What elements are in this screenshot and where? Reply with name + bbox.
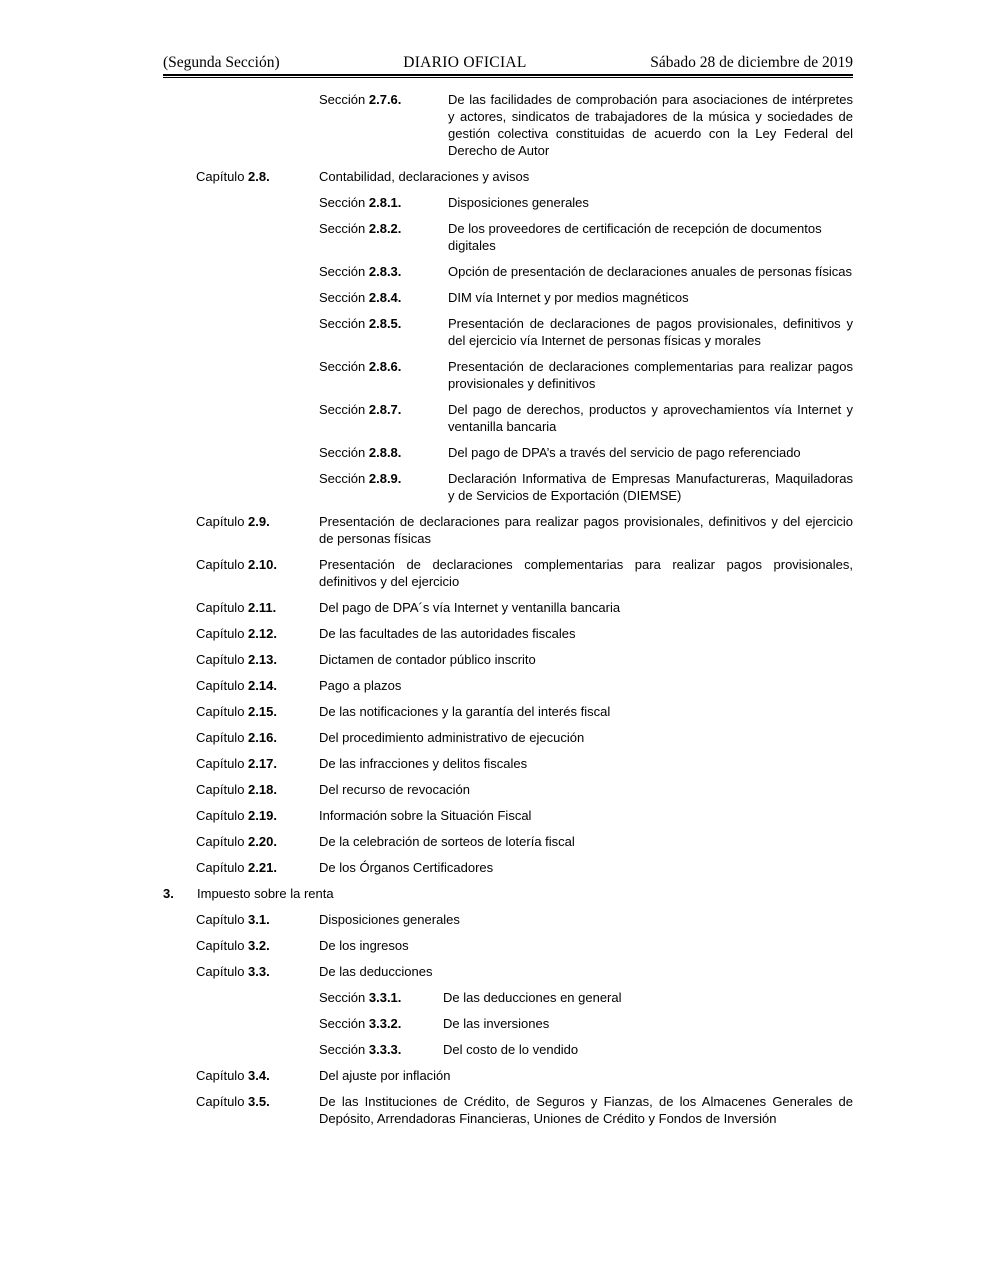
index-row-label-number: 2.8.1. [368, 195, 402, 210]
index-row [163, 1067, 853, 1084]
index-row-text: Presentación de declaraciones complementarias para realizar pagos provisionales, definitivos y del ejercicio [319, 557, 853, 589]
index-row-label-prefix: Capítulo [196, 652, 249, 667]
index-row-label-prefix: Capítulo [196, 730, 249, 745]
index-row-label [163, 885, 197, 902]
index-row-text: De las deducciones [319, 964, 433, 979]
index-row-label-number: 3. [163, 886, 174, 901]
index-row-label [196, 625, 319, 642]
index-row-label-number: 2.8.8. [368, 445, 402, 460]
index-row-label-prefix: Capítulo [196, 834, 249, 849]
index-row-label [319, 401, 448, 418]
index-row [163, 703, 853, 720]
index-row-label [319, 1015, 443, 1032]
index-row-label-number: 2.8.5. [368, 316, 402, 331]
index-row-label-prefix: Capítulo [196, 912, 249, 927]
index-row-text: De las deducciones en general [443, 990, 622, 1005]
index-row-label-number: 2.12. [248, 626, 277, 641]
index-row [163, 885, 853, 902]
index-row [163, 1015, 853, 1032]
index-row-text: Presentación de declaraciones de pagos provisionales, definitivos y del ejercicio vía Internet de personas físicas y morales [448, 316, 853, 348]
index-row-label-prefix: Sección [319, 359, 369, 374]
index-row-text: Disposiciones generales [319, 912, 460, 927]
index-row-label-number: 2.18. [248, 782, 277, 797]
index-row [163, 625, 853, 642]
index-row-label [196, 168, 319, 185]
index-row-label-prefix: Sección [319, 264, 369, 279]
header-section-label: (Segunda Sección) [163, 54, 280, 71]
index-row-text: Del procedimiento administrativo de ejecución [319, 730, 585, 745]
index-row-label [196, 556, 319, 573]
index-row-text: Opción de presentación de declaraciones anuales de personas físicas [448, 264, 852, 279]
index-row-text: Contabilidad, declaraciones y avisos [319, 169, 530, 184]
index-row [163, 937, 853, 954]
index-row [163, 963, 853, 980]
index-row-text: Del pago de derechos, productos y aprovechamientos vía Internet y ventanilla bancaria [448, 402, 853, 434]
index-row-label-prefix: Capítulo [196, 860, 249, 875]
index-row-label-number: 3.3.3. [368, 1042, 402, 1057]
index-row-text: Del pago de DPA´s vía Internet y ventanilla bancaria [319, 600, 621, 615]
index-row-label [196, 963, 319, 980]
index-row-label [319, 1041, 443, 1058]
index-row-label-number: 2.7.6. [368, 92, 402, 107]
index-row-label [196, 651, 319, 668]
index-row-label-prefix: Sección [319, 402, 369, 417]
index-row [163, 444, 853, 461]
index-row-text: Impuesto sobre la renta [197, 886, 334, 901]
index-row-text: Del ajuste por inflación [319, 1068, 451, 1083]
index-row [163, 833, 853, 850]
index-row [163, 513, 853, 547]
index-row-label [319, 989, 443, 1006]
index-row-label-prefix: Capítulo [196, 704, 249, 719]
index-row [163, 989, 853, 1006]
index-row-label-prefix: Capítulo [196, 756, 249, 771]
index-row [163, 599, 853, 616]
index-row-label-prefix: Capítulo [196, 938, 249, 953]
index-row-label-number: 2.17. [248, 756, 277, 771]
index-row-label-prefix: Capítulo [196, 557, 249, 572]
index-row-label-number: 2.8.4. [368, 290, 402, 305]
index-row-label [196, 937, 319, 954]
index-row-label [319, 220, 448, 237]
index-row-label [196, 1067, 319, 1084]
index-row-text: De los ingresos [319, 938, 409, 953]
index-row [163, 263, 853, 280]
index-row-label-number: 2.8. [248, 169, 270, 184]
index-row-label-prefix: Capítulo [196, 808, 249, 823]
header-publication-title: DIARIO OFICIAL [403, 54, 527, 71]
index-row [163, 289, 853, 306]
index-row-label [319, 194, 448, 211]
index-row-text: Declaración Informativa de Empresas Manufactureras, Maquiladoras y de Servicios de Exportación (DIEMSE) [448, 471, 853, 503]
index-row-label-number: 2.8.2. [368, 221, 402, 236]
index-row-label-prefix: Sección [319, 92, 369, 107]
index-row-text: Información sobre la Situación Fiscal [319, 808, 532, 823]
index-row-text: Disposiciones generales [448, 195, 589, 210]
index-row-label [319, 470, 448, 487]
index-row-label-prefix: Capítulo [196, 964, 249, 979]
index-row-label-number: 2.20. [248, 834, 277, 849]
index-row [163, 729, 853, 746]
index-row-text: De la celebración de sorteos de lotería fiscal [319, 834, 575, 849]
index-row-label [196, 911, 319, 928]
index-row-text: De las infracciones y delitos fiscales [319, 756, 528, 771]
index-row-text: DIM vía Internet y por medios magnéticos [448, 290, 689, 305]
index-row-text: Dictamen de contador público inscrito [319, 652, 536, 667]
index-row-label-prefix: Sección [319, 195, 369, 210]
index-row [163, 859, 853, 876]
index-row-label-prefix: Sección [319, 990, 369, 1005]
index-row-label [319, 444, 448, 461]
index-row [163, 91, 853, 159]
index-row [163, 556, 853, 590]
index-row-label-prefix: Capítulo [196, 782, 249, 797]
index-row-label-prefix: Capítulo [196, 1068, 249, 1083]
index-row [163, 358, 853, 392]
index-row-label-number: 2.21. [248, 860, 277, 875]
header-row [163, 54, 853, 72]
index-row-label-number: 2.9. [248, 514, 270, 529]
index-row-label-number: 2.13. [248, 652, 277, 667]
index-row-label-number: 2.19. [248, 808, 277, 823]
index-row-label-number: 3.4. [248, 1068, 270, 1083]
index-row-label [196, 859, 319, 876]
index-row-label [196, 513, 319, 530]
index-row-label [196, 755, 319, 772]
index-row-label-prefix: Capítulo [196, 600, 249, 615]
index-row-text: Pago a plazos [319, 678, 402, 693]
index-row-label-number: 3.5. [248, 1094, 270, 1109]
index-row [163, 677, 853, 694]
index-row-text: Del costo de lo vendido [443, 1042, 579, 1057]
header-rule-thick [163, 74, 853, 76]
header-date: Sábado 28 de diciembre de 2019 [650, 54, 853, 71]
index-row-label [319, 358, 448, 375]
index-row-label-prefix: Sección [319, 290, 369, 305]
index-row-label [196, 1093, 319, 1110]
index-row-label-number: 2.14. [248, 678, 277, 693]
index-row-label [196, 677, 319, 694]
index-row-label [196, 781, 319, 798]
index-row [163, 401, 853, 435]
index-row-label [319, 315, 448, 332]
index-row [163, 781, 853, 798]
index-row-label-number: 2.8.3. [368, 264, 402, 279]
index-row-text: De las Instituciones de Crédito, de Seguros y Fianzas, de los Almacenes Generales de Depósito, Arrendadoras Financieras, Uniones de Crédito y Fondos de Inversión [319, 1094, 853, 1126]
index-row-label [319, 91, 448, 108]
index-row-label-number: 2.8.6. [368, 359, 402, 374]
index-row [163, 651, 853, 668]
index-row-text: De las facilidades de comprobación para asociaciones de intérpretes y actores, sindicatos de trabajadores de la música y sociedades de gestión colectiva constituidas de acuerdo con la Ley Federal del Derecho de Autor [448, 92, 853, 158]
index-row [163, 1093, 853, 1127]
index-row [163, 470, 853, 504]
index-row [163, 220, 853, 254]
header-rule-thin [163, 77, 853, 78]
index-row-label [196, 729, 319, 746]
index-row-label-prefix: Capítulo [196, 1094, 249, 1109]
index-row [163, 1041, 853, 1058]
index-row-label-number: 2.8.7. [368, 402, 402, 417]
index-row-label-number: 2.11. [248, 600, 277, 615]
index-row-label-number: 3.3.1. [368, 990, 402, 1005]
index-row-text: De los Órganos Certificadores [319, 860, 494, 875]
index-row-label [196, 703, 319, 720]
index-list [163, 91, 853, 1127]
index-row-text: De los proveedores de certificación de recepción de documentos digitales [448, 221, 822, 253]
index-row-text: Presentación de declaraciones complementarias para realizar pagos provisionales y definitivos [448, 359, 853, 391]
index-row [163, 755, 853, 772]
index-row-label-prefix: Sección [319, 316, 369, 331]
index-row-text: Del recurso de revocación [319, 782, 471, 797]
index-row-label-prefix: Sección [319, 471, 369, 486]
index-row-text: De las notificaciones y la garantía del interés fiscal [319, 704, 611, 719]
index-row-label-prefix: Capítulo [196, 626, 249, 641]
index-row-label-prefix: Sección [319, 1042, 369, 1057]
index-row-label-number: 2.10. [248, 557, 277, 572]
index-row-label [196, 807, 319, 824]
index-row-text: De las inversiones [443, 1016, 550, 1031]
index-row [163, 315, 853, 349]
index-row-label-prefix: Sección [319, 1016, 369, 1031]
index-row-label-prefix: Capítulo [196, 169, 249, 184]
index-row-label [196, 599, 319, 616]
index-row-label-number: 3.3. [248, 964, 270, 979]
index-row-label-number: 3.1. [248, 912, 270, 927]
index-row [163, 194, 853, 211]
index-row-label-prefix: Capítulo [196, 678, 249, 693]
index-row-label-number: 2.16. [248, 730, 277, 745]
index-row-text: De las facultades de las autoridades fiscales [319, 626, 576, 641]
index-row [163, 168, 853, 185]
index-row-label-prefix: Sección [319, 445, 369, 460]
index-row [163, 807, 853, 824]
page-header [163, 54, 853, 78]
index-row-label [196, 833, 319, 850]
index-row [163, 911, 853, 928]
index-row-label-number: 3.3.2. [368, 1016, 402, 1031]
index-row-label-number: 3.2. [248, 938, 270, 953]
index-row-text: Del pago de DPA’s a través del servicio de pago referenciado [448, 445, 801, 460]
index-row-label [319, 289, 448, 306]
index-row-label-prefix: Capítulo [196, 514, 249, 529]
index-row-label-prefix: Sección [319, 221, 369, 236]
index-row-text: Presentación de declaraciones para realizar pagos provisionales, definitivos y del ejercicio de personas físicas [319, 514, 853, 546]
index-row-label-number: 2.8.9. [368, 471, 402, 486]
index-row-label [319, 263, 448, 280]
index-row-label-number: 2.15. [248, 704, 277, 719]
